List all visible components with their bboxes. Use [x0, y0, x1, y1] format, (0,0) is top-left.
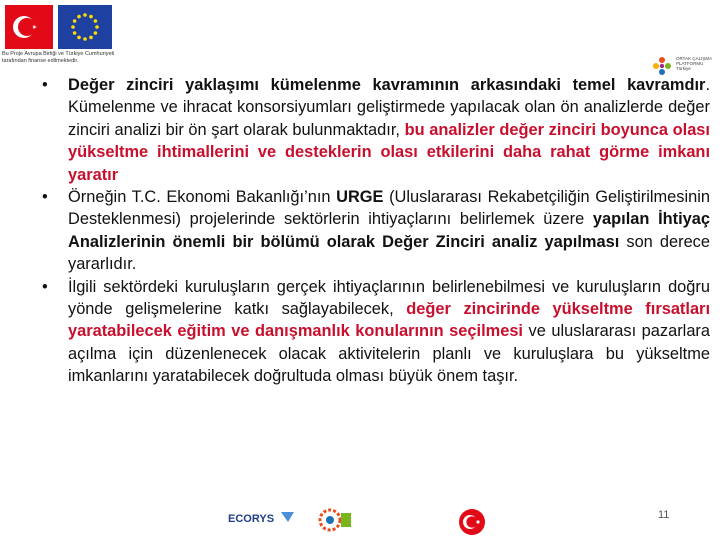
text-segment: Örneğin T.C. Ekonomi Bakanlığı’nın — [68, 188, 337, 207]
bullet-text — [68, 188, 710, 273]
bullet-text — [68, 76, 710, 184]
bullet-item — [42, 74, 710, 186]
text-segment: İlgili sektördeki kuruluşların gerçek ihtiyaçlarının belirlenebilmesi ve kuruluşların doğru yönde gelişmelerine katkı sağlayabilecek, — [68, 277, 710, 319]
text-segment: . Kümelenme ve ihracat konsorsiyumları geliştirmede yapılacak olan ön analizlerde değer zinciri analizi bir ön şart olarak bulunmaktadır, — [68, 76, 710, 139]
text-segment-bold: yapılan İhtiyaç Analizlerinin önemli bir bölümü olarak Değer Zinciri analiz yapılması — [68, 210, 710, 251]
page-number: 11 — [658, 509, 670, 521]
bullet-dot-icon: • — [42, 76, 48, 94]
logo-text-2: PLATFORMU — [676, 61, 704, 66]
text-segment: son derece yararlıdır. — [68, 232, 710, 274]
bullet-item — [42, 276, 710, 388]
caption-line-1: Bu Proje Avrupa Birliği ve Türkiye Cumhuriyeti — [2, 51, 115, 57]
gear-figure-icon — [315, 505, 355, 535]
text-segment-bold: Değer zinciri yaklaşımı kümelenme kavramının arkasındaki temel kavramdır — [68, 76, 706, 94]
bullet-dot-icon: • — [42, 277, 48, 296]
caption-line-2: tarafından finanse edilmektedir. — [2, 57, 79, 64]
text-segment-highlight: bu analizler değer zinciri boyunca olası yükseltme ihtimallerini ve desteklerin olası etkilerini daha rahat görme imkanı yaratır — [68, 120, 710, 184]
ecorys-logo-text: ECORYS — [228, 513, 275, 525]
turkish-flag-logo — [5, 5, 53, 49]
eu-flag-logo — [58, 5, 112, 49]
logo-text-3: Türkiye — [676, 66, 691, 71]
ecorys-logo — [228, 508, 308, 528]
text-segment-bold: URGE — [336, 188, 384, 207]
text-segment: (Uluslararası Rekabetçiliğin Geliştirilmesinin Desteklenmesi) projelerinde sektörlerin ihtiyaçlarını belirlemek üzere — [68, 188, 711, 229]
funding-caption — [2, 51, 122, 64]
logo-text-1: ORTAK ÇALIŞMA — [676, 56, 713, 61]
bullet-dot-icon: • — [42, 188, 48, 207]
bullet-text — [68, 278, 710, 386]
turkey-emblem-icon — [458, 508, 486, 536]
text-segment: ve uluslararası pazarlara açılma için düzenlenecek olacak aktivitelerin planlı ve kuruluşlara bu yükseltme imkanlarını yaratabilecek doğrultuda olması büyük önem taşır. — [68, 322, 711, 386]
bullet-item — [42, 186, 710, 276]
text-segment-highlight: değer zincirinde yükseltme fırsatları yaratabilecek eğitim ve danışmanlık konularının seçilmesi — [68, 300, 710, 341]
slide-body — [42, 74, 710, 388]
